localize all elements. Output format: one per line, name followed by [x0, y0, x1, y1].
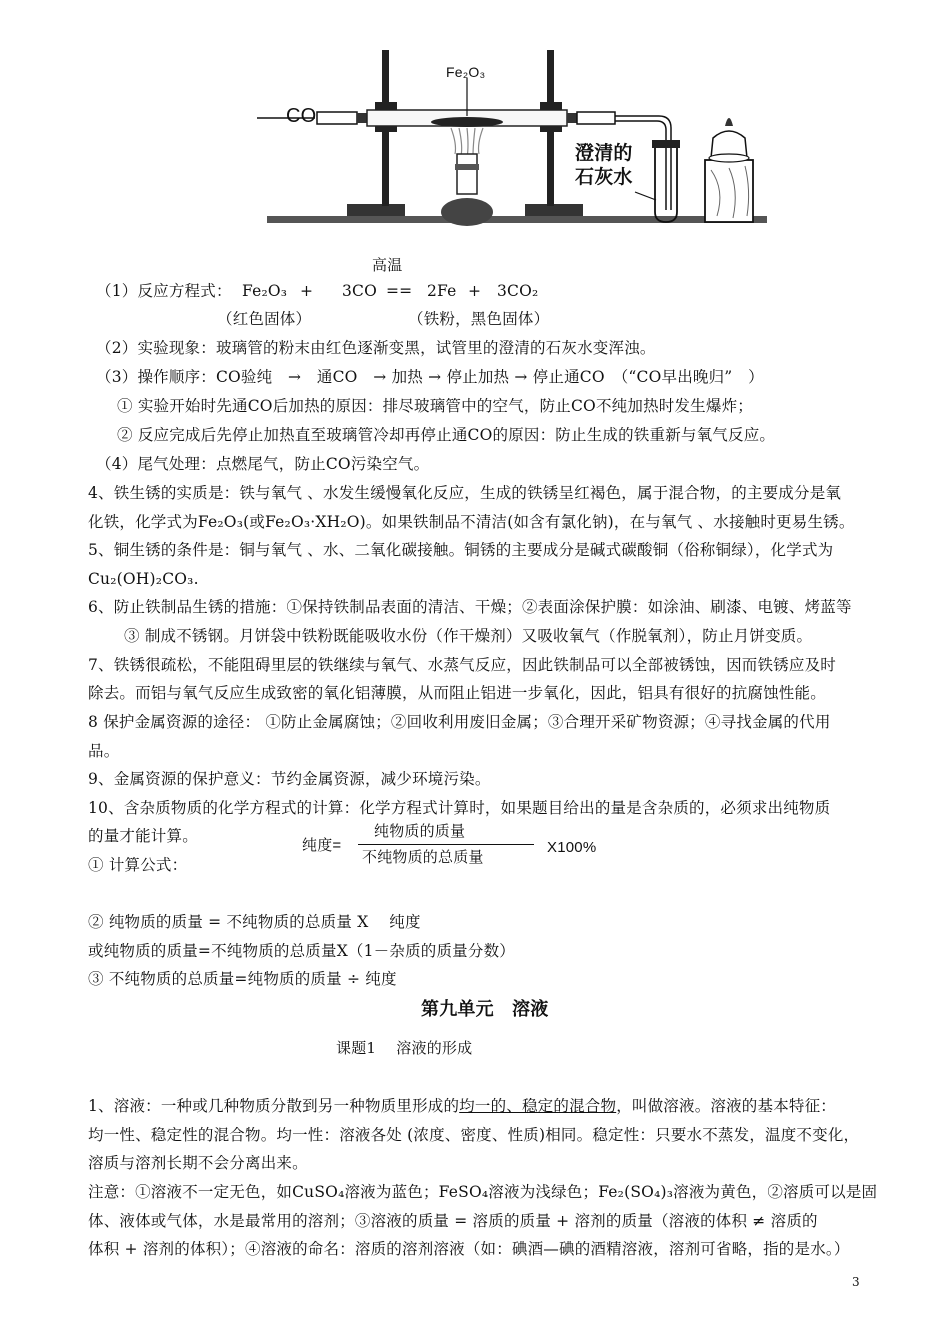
para-5-line-2: Cu₂(OH)₂CO₃.	[88, 570, 199, 588]
para-8-line-2: 品。	[88, 742, 120, 760]
co-label: CO	[286, 105, 317, 127]
lesson-title: 课题1 溶液的形成	[336, 1039, 473, 1057]
para-7-line-1: 7、铁锈很疏松，不能阻碍里层的铁继续与氧气、水蒸气反应，因此铁制品可以全部被锈蚀，因而铁锈应及时	[88, 656, 836, 674]
line-procedure-reason-1: ① 实验开始时先通CO后加热的原因：排尽玻璃管中的空气，防止CO不纯加热时发生爆炸；	[117, 397, 753, 415]
para-6-line-2: ③ 制成不锈钢。月饼袋中铁粉既能吸收水份（作干燥剂）又吸收氧气（作脱氧剂），防止月饼变质。	[124, 627, 813, 645]
solution-line-3: 溶质与溶剂长期不会分离出来。	[88, 1154, 308, 1172]
solution-def-suffix: ，叫做溶液。溶液的基本特征：	[616, 1097, 836, 1115]
product-fe: 2Fe	[427, 282, 457, 300]
formula-label: ① 计算公式：	[88, 856, 188, 874]
line-procedure: （3）操作顺序：CO验纯 → 通CO → 加热 → 停止加热 → 停止通CO （“CO早出晚归” ）	[96, 368, 764, 386]
inlet-connector	[317, 112, 357, 124]
left-iron-stand	[347, 50, 405, 216]
plus-sign-1: +	[300, 282, 314, 300]
formula-lhs: 纯度=	[302, 837, 342, 854]
note-red-solid: （红色固体）	[217, 310, 312, 328]
formula-denominator: 不纯物质的总质量	[362, 849, 484, 866]
note-iron-powder: （铁粉，黑色固体）	[408, 310, 550, 328]
solution-def-prefix: 1、溶液：一种或几种物质分散到另一种物质里形成的	[88, 1097, 460, 1115]
outlet-connector	[577, 112, 615, 124]
alcohol-burner	[441, 154, 493, 226]
limewater-label-1: 澄清的	[575, 143, 633, 164]
para-5-line-1: 5、铜生锈的条件是：铜与氧气 、水、二氧化碳接触。铜锈的主要成分是碱式碳酸铜（俗称铜绿），化学式为	[88, 541, 834, 559]
plus-sign-2: +	[468, 282, 482, 300]
para-7-line-2: 除去。而铝与氧气反应生成致密的氧化铝薄膜，从而阻止铝进一步氧化，因此，铝具有很好的抗腐蚀性能。	[88, 684, 826, 702]
para-8-line-1: 8 保护金属资源的途径： ①防止金属腐蚀；②回收利用废旧金属；③合理开采矿物资源；④寻找金属的代用	[88, 713, 831, 731]
reactant-fe2o3: Fe₂O₃	[242, 282, 288, 300]
reaction-prefix: （1）反应方程式：	[96, 282, 232, 300]
limewater-label-2: 石灰水	[575, 167, 633, 188]
para-6-line-1: 6、防止铁制品生锈的措施：①保持铁制品表面的清洁、干燥；②表面涂保护膜：如涂油、刷漆、电镀、烤蓝等	[88, 598, 852, 616]
right-iron-stand	[525, 50, 583, 216]
fe2o3-powder	[431, 117, 503, 127]
solution-line-2: 均一性、稳定性的混合物。均一性：溶液各处 (浓度、密度、性质)相同。稳定性：只要水不蒸发，温度不变化，	[88, 1126, 860, 1144]
bench	[267, 216, 767, 223]
para-10-line-1: 10、含杂质物质的化学方程式的计算：化学方程式计算时，如果题目给出的量是含杂质的，必须求出纯物质	[88, 799, 831, 817]
formula-line-2b: 或纯物质的质量=不纯物质的总质量X（1－杂质的质量分数）	[88, 942, 515, 960]
product-co2: 3CO₂	[497, 282, 539, 300]
reactant-co: 3CO	[342, 282, 378, 300]
reaction-condition: 高温	[372, 257, 403, 274]
solution-def-underlined: 均一的、稳定的混合物	[459, 1097, 617, 1115]
formula-times: X100%	[547, 839, 597, 856]
unit-title: 第九单元 溶液	[421, 999, 549, 1020]
fraction-bar	[358, 844, 534, 845]
para-4-line-1: 4、铁生锈的实质是：铁与氧气 、水发生缓慢氧化反应，生成的铁锈呈红褐色，属于混合物，的主要成分是氧	[88, 484, 842, 502]
line-phenomenon: （2）实验现象：玻璃管的粉末由红色逐渐变黑，试管里的澄清的石灰水变浑浊。	[96, 339, 656, 357]
apparatus-figure	[255, 40, 775, 230]
line-procedure-reason-2: ② 反应完成后先停止加热直至玻璃管冷却再停止通CO的原因：防止生成的铁重新与氧气反应。	[117, 426, 776, 444]
formula-line-3: ③ 不纯物质的总质量=纯物质的质量 ÷ 纯度	[88, 970, 397, 988]
fe2o3-label: Fe₂O₃	[446, 64, 486, 80]
formula-line-2: ② 纯物质的质量 = 不纯物质的总质量 X 纯度	[88, 913, 421, 931]
page-number: 3	[852, 1275, 860, 1289]
para-9: 9、金属资源的保护意义：节约金属资源，减少环境污染。	[88, 770, 491, 788]
equals-sign: ==	[386, 282, 413, 300]
note-line-1: 注意：①溶液不一定无色，如CuSO₄溶液为蓝色；FeSO₄溶液为浅绿色；Fe₂(SO₄)₃溶液为黄色，②溶质可以是固	[88, 1183, 878, 1201]
solution-line-1	[88, 1096, 836, 1116]
para-10-line-2: 的量才能计算。	[88, 827, 198, 845]
formula-numerator: 纯物质的质量	[374, 823, 466, 840]
para-4-line-2: 化铁，化学式为Fe₂O₃(或Fe₂O₃·XH₂O)。如果铁制品不清洁(如含有氯化钠)，在与氧气 、水接触时更易生锈。	[88, 513, 855, 531]
note-line-2: 体、液体或气体，水是最常用的溶剂；③溶液的质量 = 溶质的质量 + 溶剂的质量（溶液的体积 ≠ 溶质的	[88, 1212, 818, 1230]
line-tail-gas: （4）尾气处理：点燃尾气，防止CO污染空气。	[96, 455, 430, 473]
note-line-3: 体积 + 溶剂的体积）；④溶液的命名：溶质的溶剂溶液（如：碘酒—碘的酒精溶液，溶剂可省略，指的是水。）	[88, 1240, 850, 1258]
